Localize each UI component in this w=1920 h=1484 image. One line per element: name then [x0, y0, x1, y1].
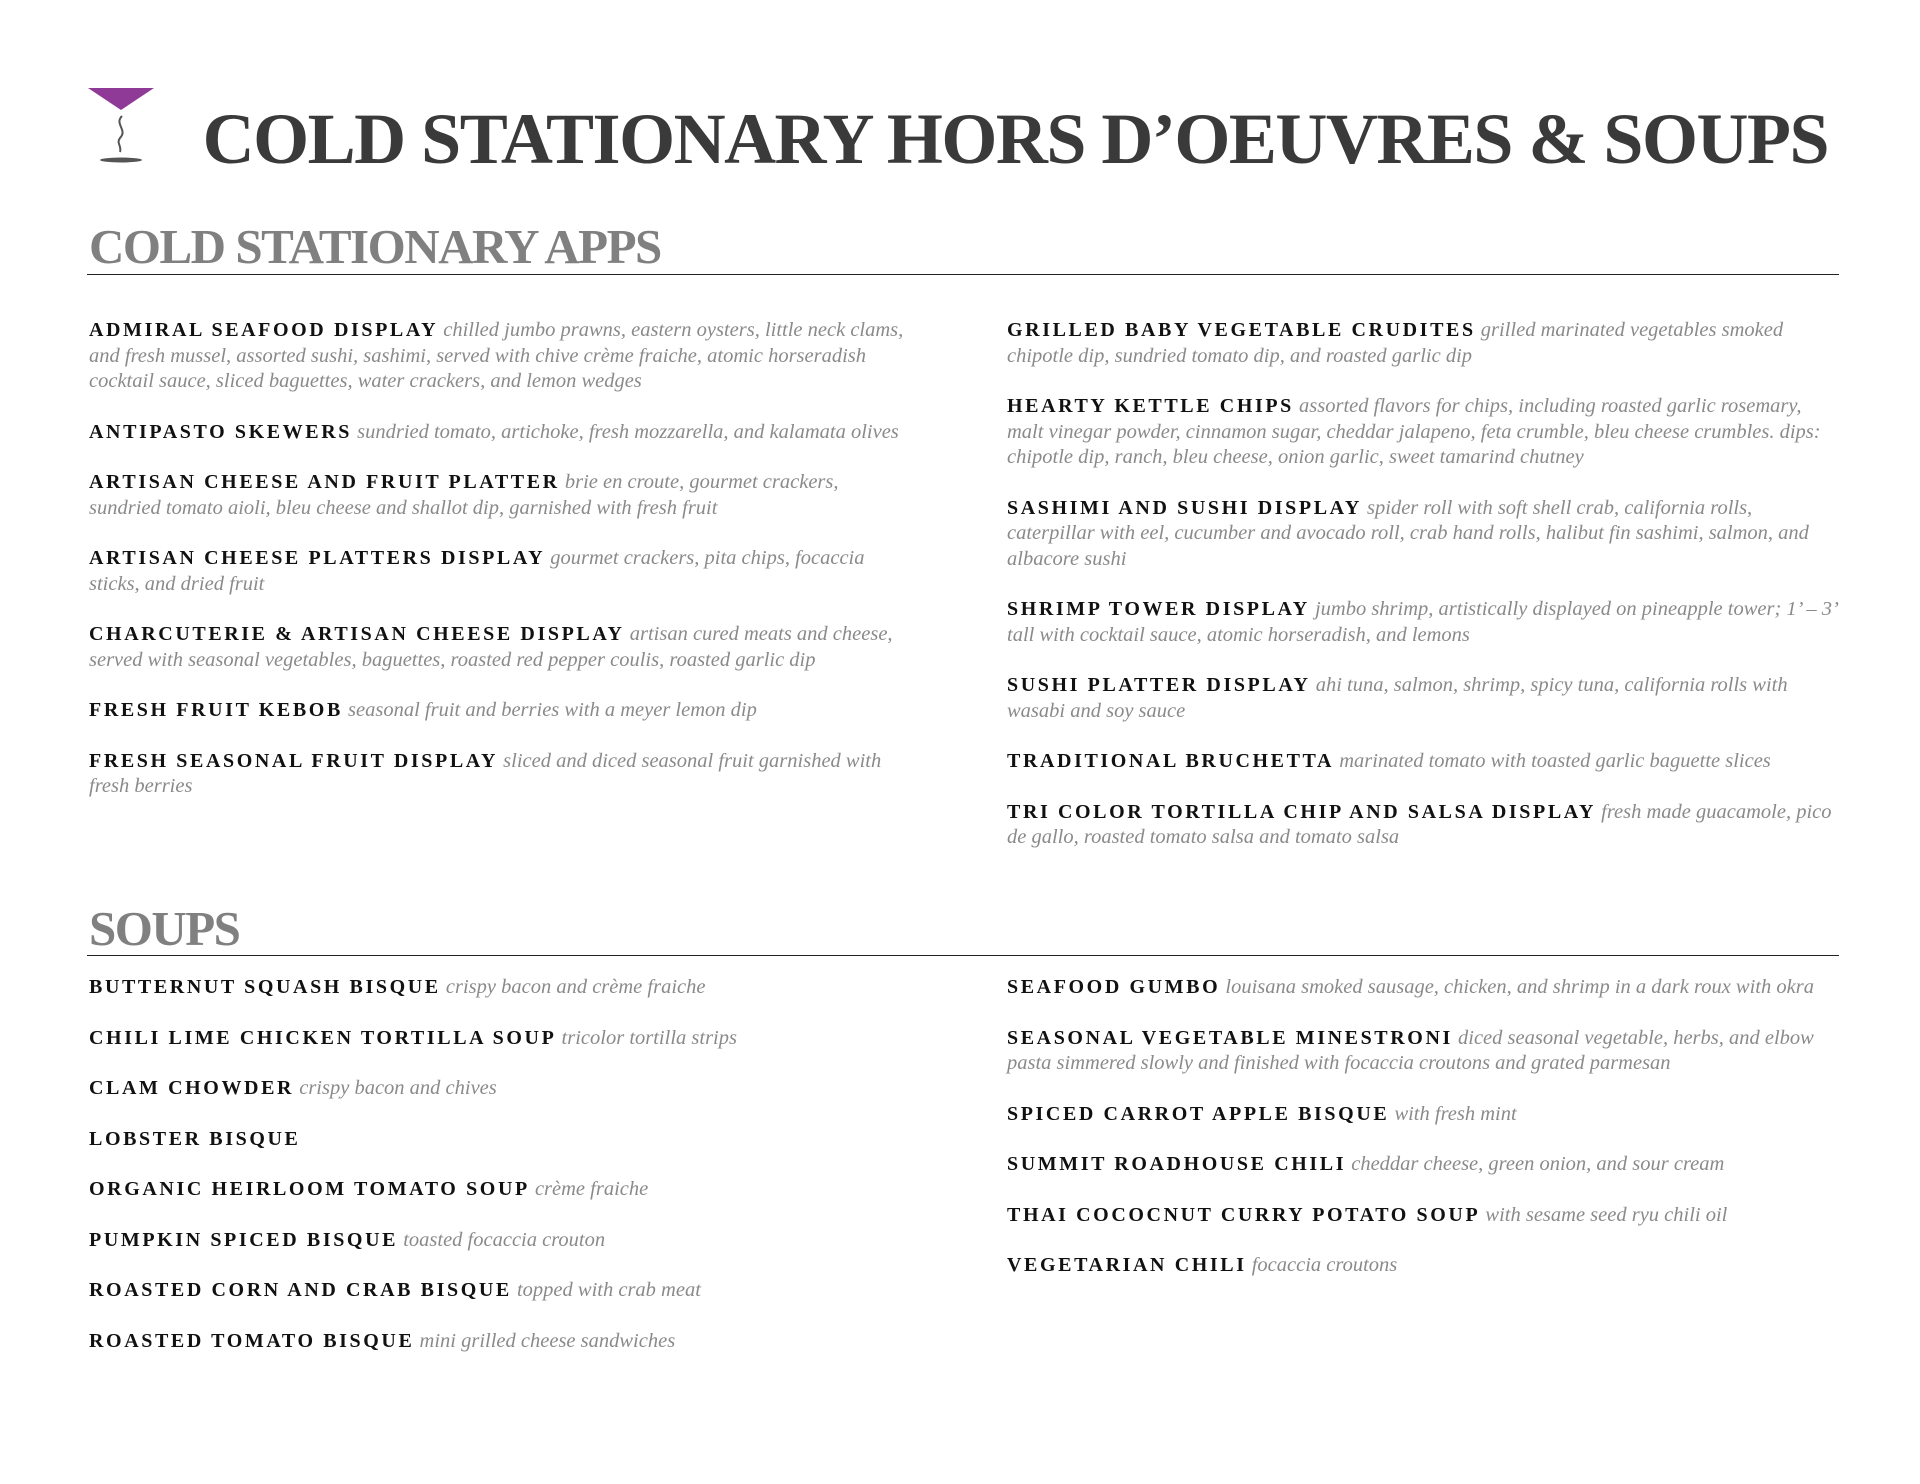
menu-item	[89, 546, 909, 597]
menu-item	[89, 975, 909, 1001]
menu-item-description: focaccia croutons	[1251, 1254, 1398, 1276]
menu-item	[1007, 1152, 1839, 1178]
menu-item-description: gourmet crackers, pita chips, focaccia sticks, and dried fruit	[89, 547, 865, 595]
menu-item	[1007, 975, 1839, 1001]
menu-item-description: marinated tomato with toasted garlic baguette slices	[1339, 750, 1771, 772]
menu-item-description: assorted flavors for chips, including roasted garlic rosemary, malt vinegar powder, cinnamon sugar, cheddar jalapeno, feta crumble, bleu cheese crumbles. dips: chipotle dip, ranch, bleu cheese, onion garlic, sweet tamarind chutney	[1007, 395, 1821, 468]
menu-item-name: ARTISAN CHEESE PLATTERS DISPLAY	[89, 547, 546, 569]
menu-item-name: SASHIMI AND SUSHI DISPLAY	[1007, 496, 1362, 519]
menu-item-name: FRESH SEASONAL FRUIT DISPLAY	[89, 749, 499, 772]
cold-apps-menu	[89, 318, 1839, 876]
menu-item-name: CLAM CHOWDER	[89, 1077, 295, 1099]
menu-item	[89, 420, 909, 446]
menu-item-description: with sesame seed ryu chili oil	[1485, 1203, 1728, 1226]
menu-item	[1007, 496, 1839, 573]
menu-item-name: ANTIPASTO SKEWERS	[89, 420, 352, 443]
menu-item	[89, 1177, 909, 1203]
menu-item-description: crème fraiche	[534, 1178, 649, 1200]
menu-item	[89, 1076, 909, 1102]
menu-item-name: CHILI LIME CHICKEN TORTILLA SOUP	[89, 1026, 557, 1049]
menu-item	[1007, 1253, 1839, 1279]
menu-item-name: SHRIMP TOWER DISPLAY	[1007, 598, 1310, 620]
martini-glass-logo-icon	[88, 88, 154, 168]
menu-item	[1007, 394, 1839, 471]
menu-item-name: THAI COCOCNUT CURRY POTATO SOUP	[1007, 1203, 1481, 1226]
menu-item-name: VEGETARIAN CHILI	[1007, 1254, 1247, 1276]
menu-item-name: TRI COLOR TORTILLA CHIP AND SALSA DISPLAY	[1007, 800, 1597, 823]
menu-item-name: CHARCUTERIE & ARTISAN CHEESE DISPLAY	[89, 623, 625, 645]
menu-item-description: crispy bacon and chives	[299, 1077, 497, 1099]
menu-item-description: with fresh mint	[1394, 1102, 1517, 1125]
menu-item	[89, 1278, 909, 1304]
menu-item	[1007, 1026, 1839, 1077]
menu-item	[89, 470, 909, 521]
soups-menu	[89, 975, 1839, 1379]
menu-item-name: PUMPKIN SPICED BISQUE	[89, 1228, 399, 1251]
menu-item-description: tricolor tortilla strips	[561, 1026, 737, 1049]
menu-item	[89, 749, 909, 800]
menu-item	[1007, 1203, 1839, 1229]
menu-item	[89, 698, 909, 724]
menu-item-description: cheddar cheese, green onion, and sour cream	[1351, 1153, 1725, 1175]
menu-item-description: fresh made guacamole, pico de gallo, roasted tomato salsa and tomato salsa	[1007, 800, 1832, 848]
menu-item-name: SEASONAL VEGETABLE MINESTRONI	[1007, 1026, 1453, 1049]
menu-item-description: grilled marinated vegetables smoked chipotle dip, sundried tomato dip, and roasted garlic dip	[1007, 319, 1784, 367]
menu-item-description: toasted focaccia crouton	[403, 1228, 606, 1251]
menu-item-description: ahi tuna, salmon, shrimp, spicy tuna, california rolls with wasabi and soy sauce	[1007, 674, 1788, 722]
menu-item-description: crispy bacon and crème fraiche	[445, 976, 706, 998]
menu-item	[1007, 597, 1839, 648]
menu-item	[89, 1329, 909, 1355]
menu-item-description: spider roll with soft shell crab, california rolls, caterpillar with eel, cucumber and avocado roll, crab hand rolls, halibut fin sashimi, salmon, and albacore sushi	[1007, 496, 1809, 570]
menu-item-description: sliced and diced seasonal fruit garnished with fresh berries	[89, 749, 882, 797]
menu-item-description: jumbo shrimp, artistically displayed on pineapple tower; 1’ – 3’ tall with cocktail sauce, atomic horseradish, and lemons	[1007, 598, 1837, 646]
menu-item-description: chilled jumbo prawns, eastern oysters, little neck clams, and fresh mussel, assorted sushi, sashimi, served with chive crème fraiche, atomic horseradish cocktail sauce, sliced baguettes, water crackers, and lemon wedges	[89, 319, 904, 392]
section-heading-cold-apps: COLD STATIONARY APPS	[89, 219, 661, 274]
menu-item	[89, 1127, 909, 1153]
menu-item-description: brie en croute, gourmet crackers, sundried tomato aioli, bleu cheese and shallot dip, garnished with fresh fruit	[89, 471, 839, 519]
menu-item	[89, 1228, 909, 1254]
menu-column-right	[1007, 975, 1839, 1379]
menu-item-name: ADMIRAL SEAFOOD DISPLAY	[89, 319, 439, 341]
menu-item-name: SEAFOOD GUMBO	[1007, 976, 1221, 998]
menu-item-name: GRILLED BABY VEGETABLE CRUDITES	[1007, 319, 1476, 341]
menu-item-name: SPICED CARROT APPLE BISQUE	[1007, 1102, 1390, 1125]
menu-item-description: artisan cured meats and cheese, served with seasonal vegetables, baguettes, roasted red pepper coulis, roasted garlic dip	[89, 623, 893, 671]
menu-column-left	[89, 975, 909, 1379]
menu-item	[1007, 749, 1839, 775]
menu-item	[89, 318, 909, 395]
menu-column-right	[1007, 318, 1839, 876]
menu-item-name: ROASTED CORN AND CRAB BISQUE	[89, 1279, 512, 1301]
menu-item	[89, 622, 909, 673]
divider	[87, 274, 1839, 275]
menu-item	[1007, 800, 1839, 851]
menu-item-name: LOBSTER BISQUE	[89, 1127, 301, 1150]
menu-item-name: BUTTERNUT SQUASH BISQUE	[89, 976, 441, 998]
menu-item-name: SUMMIT ROADHOUSE CHILI	[1007, 1153, 1347, 1175]
divider	[87, 955, 1839, 956]
page-title: COLD STATIONARY HORS D’OEUVRES & SOUPS	[202, 99, 1828, 179]
section-heading-soups: SOUPS	[89, 901, 240, 956]
menu-item-name: ROASTED TOMATO BISQUE	[89, 1329, 415, 1352]
menu-column-left	[89, 318, 909, 876]
menu-item-description: diced seasonal vegetable, herbs, and elbow pasta simmered slowly and finished with focaccia croutons and grated parmesan	[1007, 1026, 1814, 1074]
menu-item-name: ORGANIC HEIRLOOM TOMATO SOUP	[89, 1178, 530, 1200]
menu-item-description: seasonal fruit and berries with a meyer lemon dip	[348, 699, 757, 721]
menu-item	[1007, 1102, 1839, 1128]
menu-item	[1007, 318, 1839, 369]
menu-item-name: ARTISAN CHEESE AND FRUIT PLATTER	[89, 471, 560, 493]
menu-item	[89, 1026, 909, 1052]
menu-item-description: sundried tomato, artichoke, fresh mozzarella, and kalamata olives	[357, 420, 899, 443]
menu-item	[1007, 673, 1839, 724]
menu-item-description: topped with crab meat	[516, 1279, 701, 1301]
menu-item-description: louisana smoked sausage, chicken, and shrimp in a dark roux with okra	[1225, 976, 1814, 998]
menu-item-name: SUSHI PLATTER DISPLAY	[1007, 674, 1311, 696]
menu-item-name: FRESH FRUIT KEBOB	[89, 699, 343, 721]
menu-item-description: mini grilled cheese sandwiches	[419, 1329, 676, 1352]
menu-item-name: HEARTY KETTLE CHIPS	[1007, 395, 1294, 417]
menu-item-name: TRADITIONAL BRUCHETTA	[1007, 750, 1335, 772]
